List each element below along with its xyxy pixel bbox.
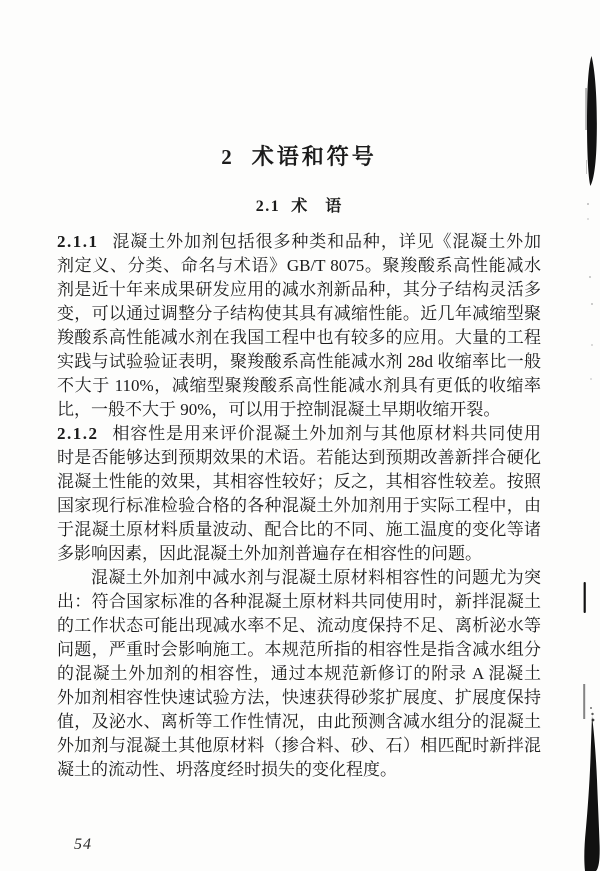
text-line: 剂定义、分类、命名与术语》GB/T 8075。聚羧酸系高性能减水 bbox=[57, 256, 541, 275]
scan-speck bbox=[591, 303, 593, 305]
paragraph-number: 2.1.1 bbox=[57, 232, 99, 251]
text-line: 于混凝土原材料质量波动、配合比的不同、施工温度的变化等诸 bbox=[57, 520, 541, 539]
text-line: 剂是近十年来成果研发应用的减水剂新品种，其分子结构灵活多 bbox=[57, 280, 541, 299]
text-line: 多影响因素，因此混凝土外加剂普遍存在相容性的问题。 bbox=[57, 544, 482, 563]
scan-artifact-speck bbox=[591, 713, 593, 715]
text-line: 2.1.2 相容性是用来评价混凝土外加剂与其他原材料共同使用 bbox=[57, 424, 541, 443]
scan-artifact-thin-line bbox=[585, 88, 586, 130]
text-line: 外加剂相容性快速试验方法，快速获得砂浆扩展度、扩展度保持 bbox=[57, 688, 541, 707]
text-line: 出：符合国家标准的各种混凝土原材料共同使用时，新拌混凝土 bbox=[57, 592, 541, 611]
text-line: 实践与试验验证表明，聚羧酸系高性能减水剂 28d 收缩率比一般 bbox=[57, 352, 541, 371]
text-line: 值，及泌水、离析等工作性情况，由此预测含减水组分的混凝土 bbox=[57, 712, 541, 731]
text-line: 问题，严重时会影响施工。本规范所指的相容性是指含减水组分 bbox=[57, 640, 541, 659]
section-number: 2.1 bbox=[255, 198, 281, 215]
text-line: 外加剂与混凝土其他原材料（掺合料、砂、石）相匹配时新拌混 bbox=[57, 736, 541, 755]
scan-artifact-speck bbox=[592, 719, 595, 722]
scan-speck bbox=[590, 378, 592, 380]
chapter-title: 术语和符号 bbox=[251, 144, 377, 169]
text-line: 变，可以通过调整分子结构使其具有减缩性能。近几年减缩型聚 bbox=[57, 304, 541, 323]
chapter-heading bbox=[57, 143, 541, 171]
text-line: 的混凝土外加剂的相容性，通过本规范新修订的附录 A 混凝土 bbox=[57, 664, 541, 683]
text-line: 混凝土性能的效果，其相容性较好；反之，其相容性较差。按照 bbox=[57, 472, 541, 491]
text-line: 比，一般不大于 90%，可以用于控制混凝土早期收缩开裂。 bbox=[57, 400, 501, 419]
scan-speck bbox=[587, 218, 589, 220]
page-number: 54 bbox=[74, 836, 92, 853]
scan-artifact-speck bbox=[590, 707, 592, 709]
scan-artifact-top-streak bbox=[587, 56, 597, 186]
scan-artifact-thin-line bbox=[586, 160, 587, 174]
text-line: 时是否能够达到预期效果的术语。若能达到预期改善新拌合硬化 bbox=[57, 448, 541, 467]
text-line: 混凝土外加剂中减水剂与混凝土原材料相容性的问题尤为突 bbox=[91, 568, 541, 587]
scan-speck bbox=[587, 203, 589, 205]
text-line: 2.1.1 混凝土外加剂包括很多种类和品种，详见《混凝土外加 bbox=[57, 232, 541, 251]
text-line: 凝土的流动性、坍落度经时损失的变化程度。 bbox=[57, 760, 397, 779]
text-line: 国家现行标准检验合格的各种混凝土外加剂用于实际工程中，由 bbox=[57, 496, 541, 515]
scan-speck bbox=[589, 276, 591, 278]
scan-artifact-bottom-blob bbox=[584, 716, 599, 871]
chapter-number: 2 bbox=[221, 145, 232, 169]
paragraph-number: 2.1.2 bbox=[57, 424, 99, 443]
scan-artifact-dash bbox=[584, 582, 586, 613]
section-heading bbox=[57, 196, 541, 217]
text-line: 的工作状态可能出现减水率不足、流动度保持不足、离析泌水等 bbox=[57, 616, 541, 635]
body-text bbox=[57, 230, 541, 782]
scan-artifact-gray-dash bbox=[583, 684, 585, 719]
text-line: 不大于 110%，减缩型聚羧酸系高性能减水剂具有更低的收缩率 bbox=[57, 376, 541, 395]
section-title: 术 语 bbox=[291, 198, 343, 215]
scan-speck bbox=[591, 344, 593, 346]
scan-artifacts bbox=[540, 0, 600, 871]
text-line: 羧酸系高性能减水剂在我国工程中也有较多的应用。大量的工程 bbox=[57, 328, 541, 347]
